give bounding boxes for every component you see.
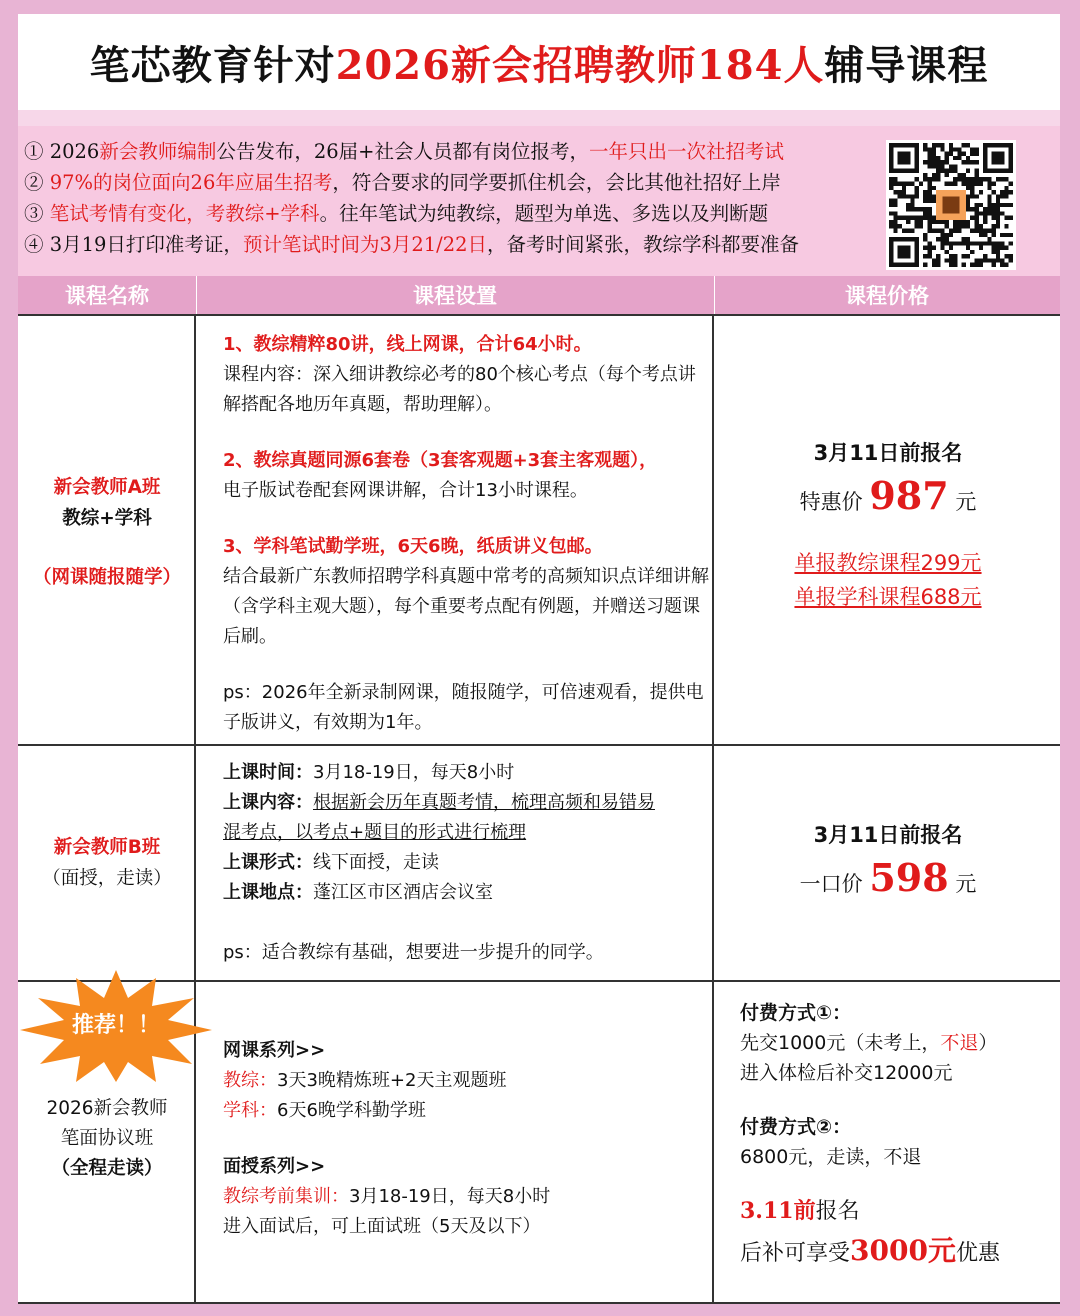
notice-panel bbox=[18, 126, 1060, 276]
notice-text: 。往年笔试为纯教综，题型为单选、多选以及判断题 bbox=[319, 202, 769, 225]
online1: 3天3晚精炼班+2天主观题班 bbox=[277, 1070, 507, 1091]
notice-line bbox=[24, 229, 799, 260]
class-b-price-unit: 元 bbox=[955, 872, 977, 896]
class-a-deadline: 3月11日前报名 bbox=[813, 441, 963, 465]
notice-text: 3月19日打印准考证， bbox=[43, 233, 243, 256]
header-course-price: 课程价格 bbox=[845, 284, 929, 308]
class-a-item1-title: 1、教综精粹80讲，线上网课，合计64小时。 bbox=[223, 334, 592, 355]
class-a-price-cell bbox=[716, 436, 1060, 614]
class-a-item2-body: 电子版试卷配套网课讲解，合计13小时课程。 bbox=[223, 480, 588, 501]
notice-line bbox=[24, 167, 799, 198]
class-b-settings bbox=[223, 758, 713, 968]
notice-text: 预计笔试时间为3月21/22日 bbox=[242, 233, 488, 256]
table-row-class-a bbox=[18, 314, 1060, 746]
pay1-line1-b: 不退 bbox=[940, 1032, 979, 1054]
poster-frame bbox=[18, 14, 1060, 1302]
class-b-price: 598 bbox=[869, 855, 949, 900]
early-signup-text: 报名 bbox=[815, 1199, 860, 1224]
class-a-price-unit: 元 bbox=[955, 490, 977, 514]
class-a-name-cell bbox=[18, 472, 196, 593]
face1-key: 教综考前集训： bbox=[223, 1186, 349, 1207]
class-a-item3-body: 结合最新广东教师招聘学科真题中常考的高频知识点详细讲解（含学科主观大题），每个重要考点配有例题，并赠送习题课后刷。 bbox=[223, 566, 709, 647]
class-b-content1: 根据新会历年真题考情，梳理高频和易错易 bbox=[313, 792, 655, 813]
class-b-place-label: 上课地点： bbox=[223, 882, 313, 903]
class-a-single-subject-link[interactable]: 单报学科课程688元 bbox=[794, 585, 982, 609]
title-highlight: 2026新会招聘教师184人 bbox=[335, 41, 825, 89]
table-header bbox=[18, 276, 1060, 316]
notice-text: 公告发布，26届+社会人员都有岗位报考， bbox=[216, 140, 590, 163]
class-a-item2-title: 2、教综真题同源6套卷（3套客观题+3套主客观题）， bbox=[223, 450, 658, 471]
class-a-mode: （网课随报随学） bbox=[32, 567, 181, 588]
class-a-ps: ps：2026年全新录制网课，随报随学，可倍速观看，提供电子版讲义，有效期为1年。 bbox=[223, 682, 704, 733]
early-signup-date: 3.11前 bbox=[740, 1198, 816, 1224]
table-row-agreement-class bbox=[18, 980, 1060, 1304]
notice-line bbox=[24, 136, 799, 167]
pay1-label: 付费方式①： bbox=[740, 1002, 852, 1024]
class-b-time-label: 上课时间： bbox=[223, 762, 313, 783]
class-b-time: 3月18-19日，每天8小时 bbox=[313, 762, 515, 783]
class-b-deadline: 3月11日前报名 bbox=[813, 823, 963, 847]
agreement-name2: 笔面协议班 bbox=[60, 1128, 154, 1149]
class-b-price-cell bbox=[716, 818, 1060, 910]
class-b-price-label: 一口价 bbox=[799, 872, 863, 896]
pay2-line: 6800元，走读，不退 bbox=[740, 1146, 922, 1168]
notice-text: ，符合要求的同学要抓住机会，会比其他社招好上岸 bbox=[332, 171, 781, 194]
header-divider bbox=[714, 276, 715, 316]
header-divider bbox=[196, 276, 197, 316]
pay1-line1-c: ） bbox=[978, 1032, 998, 1054]
title-prefix: 笔芯教育针对 bbox=[89, 41, 336, 89]
pay1-line2: 进入体检后补交12000元 bbox=[740, 1062, 953, 1084]
notice-number: ④ bbox=[24, 233, 44, 256]
notice-number: ② bbox=[24, 171, 44, 194]
agreement-name1: 2026新会教师 bbox=[46, 1098, 168, 1119]
online2: 6天6晚学科勤学班 bbox=[277, 1100, 426, 1121]
class-b-mode: （面授，走读） bbox=[42, 868, 172, 889]
class-a-item1-body: 课程内容：深入细讲教综必考的80个核心考点（每个考点讲解搭配各地历年真题，帮助理解）。 bbox=[223, 364, 696, 415]
face-series-label: 面授系列>> bbox=[223, 1156, 326, 1177]
class-b-name-cell bbox=[18, 832, 196, 894]
class-a-price: 987 bbox=[869, 473, 949, 518]
agreement-name-cell bbox=[18, 1094, 196, 1184]
class-a-single-jiaozong-link[interactable]: 单报教综课程299元 bbox=[794, 551, 982, 575]
notice-text: 一年只出一次社招考试 bbox=[589, 140, 785, 163]
page-title bbox=[18, 14, 1060, 110]
pay1-line1-a: 先交1000元（未考上， bbox=[740, 1032, 941, 1054]
notice-number: ① bbox=[24, 140, 44, 163]
table-row-class-b bbox=[18, 744, 1060, 982]
notice-text: 笔试考情有变化，考教综+学科 bbox=[43, 202, 320, 225]
title-suffix: 辅导课程 bbox=[824, 41, 989, 89]
discount-c: 优惠 bbox=[955, 1241, 1000, 1266]
class-a-item3-title: 3、学科笔试勤学班，6天6晚，纸质讲义包邮。 bbox=[223, 536, 603, 557]
online2-key: 学科： bbox=[223, 1100, 277, 1121]
discount-a: 后补可享受 bbox=[740, 1241, 851, 1266]
class-b-content2: 混考点，以考点+题目的形式进行梳理 bbox=[223, 822, 527, 843]
header-course-setting: 课程设置 bbox=[413, 284, 497, 308]
notice-text: 97%的岗位面向26年应届生招考 bbox=[43, 171, 333, 194]
recommend-badge: 推荐！！ bbox=[71, 1013, 160, 1038]
discount-amount: 3000元 bbox=[850, 1234, 956, 1267]
agreement-settings bbox=[223, 1036, 713, 1242]
face2: 进入面试后，可上面试班（5天及以下） bbox=[223, 1216, 541, 1237]
class-a-subject: 教综+学科 bbox=[62, 508, 152, 529]
class-a-price-label: 特惠价 bbox=[799, 490, 863, 514]
online1-key: 教综： bbox=[223, 1070, 277, 1091]
agreement-mode: （全程走读） bbox=[51, 1158, 163, 1179]
notice-text: 新会教师编制 bbox=[99, 140, 217, 163]
pay2-label: 付费方式②： bbox=[740, 1116, 852, 1138]
notice-list bbox=[24, 136, 799, 260]
class-a-settings bbox=[223, 330, 713, 738]
notice-number: ③ bbox=[24, 202, 44, 225]
face1: 3月18-19日，每天8小时 bbox=[349, 1186, 551, 1207]
agreement-price-cell bbox=[740, 998, 1050, 1274]
class-b-content-label: 上课内容： bbox=[223, 792, 313, 813]
header-course-name: 课程名称 bbox=[65, 284, 149, 308]
notice-text: 2026 bbox=[43, 140, 100, 163]
class-b-form: 线下面授，走读 bbox=[313, 852, 439, 873]
class-b-ps: ps：适合教综有基础，想要进一步提升的同学。 bbox=[223, 942, 604, 963]
notice-text: ，备考时间紧张，教综学科都要准备 bbox=[487, 233, 800, 256]
notice-line bbox=[24, 198, 799, 229]
qr-code-icon[interactable] bbox=[886, 140, 1016, 270]
class-b-place: 蓬江区市区酒店会议室 bbox=[313, 882, 493, 903]
online-series-label: 网课系列>> bbox=[223, 1040, 326, 1061]
class-a-name: 新会教师A班 bbox=[53, 477, 161, 498]
class-b-name: 新会教师B班 bbox=[53, 837, 161, 858]
class-b-form-label: 上课形式： bbox=[223, 852, 313, 873]
